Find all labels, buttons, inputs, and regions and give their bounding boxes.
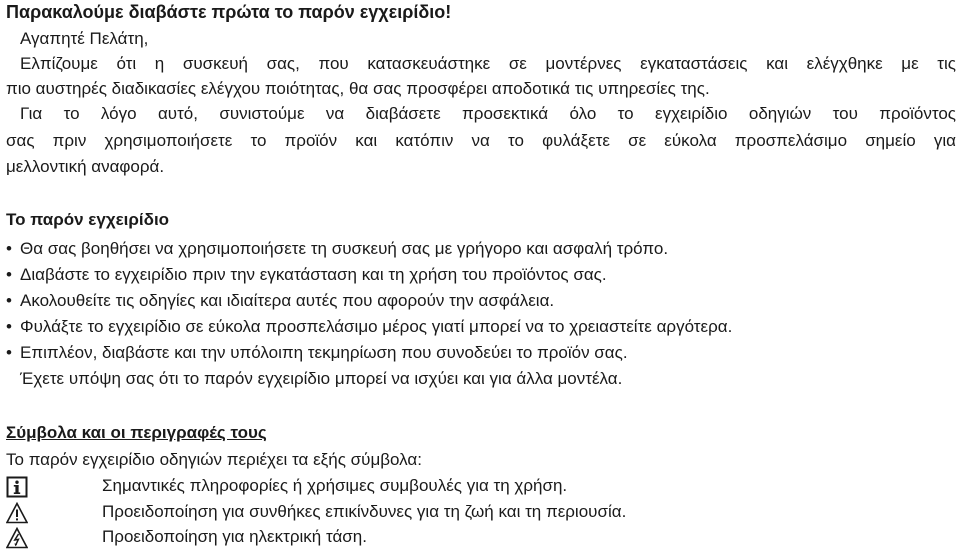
manual-note: Έχετε υπόψη σας ότι το παρόν εγχειρίδιο μπορεί να ισχύει και για άλλα μοντέλα. (20, 369, 623, 388)
warning-icon (6, 502, 28, 524)
intro-paragraph-2-line-1: Για το λόγο αυτό, συνιστούμε να διαβάσετε προσεκτικά όλο το εγχειρίδιο οδηγιών του προϊόντος (20, 104, 956, 123)
list-item (6, 341, 628, 365)
bullet-glyph: • (6, 265, 12, 284)
bullet-text: Φυλάξτε το εγχειρίδιο σε εύκολα προσπελάσιμο μέρος γιατί μπορεί να το χρειαστείτε αργότερα. (20, 317, 733, 336)
bullet-glyph: • (6, 317, 12, 336)
list-item (6, 315, 732, 339)
intro-paragraph-1-line-1: Ελπίζουμε ότι η συσκευή σας, που κατασκευάστηκε σε μοντέρνες εγκαταστάσεις και ελέγχθηκε με τις (20, 54, 956, 73)
symbol-description: Σημαντικές πληροφορίες ή χρήσιμες συμβουλές για τη χρήση. (102, 476, 568, 495)
bullet-text: Θα σας βοηθήσει να χρησιμοποιήσετε τη συσκευή σας με γρήγορο και ασφαλή τρόπο. (20, 239, 669, 258)
page-title: Παρακαλούμε διαβάστε πρώτα το παρόν εγχειρίδιο! (6, 2, 452, 22)
info-icon (6, 476, 28, 498)
greeting: Αγαπητέ Πελάτη, (20, 29, 149, 48)
bullet-glyph: • (6, 343, 12, 362)
list-item (6, 289, 554, 313)
list-item (6, 237, 668, 261)
electric-shock-icon (6, 527, 28, 549)
list-item (6, 263, 607, 287)
bullet-text: Επιπλέον, διαβάστε και την υπόλοιπη τεκμηρίωση που συνοδεύει το προϊόν σας. (20, 343, 628, 362)
intro-paragraph-1-line-2: πιο αυστηρές διαδικασίες ελέγχου ποιότητας, θα σας προσφέρει αποδοτικά τις υπηρεσίες της. (6, 79, 710, 98)
symbols-heading: Σύμβολα και οι περιγραφές τους (6, 423, 267, 442)
bullet-text: Ακολουθείτε τις οδηγίες και ιδιαίτερα αυτές που αφορούν την ασφάλεια. (20, 291, 555, 310)
manual-heading: Το παρόν εγχειρίδιο (6, 210, 170, 229)
bullet-text: Διαβάστε το εγχειρίδιο πριν την εγκατάσταση και τη χρήση του προϊόντος σας. (20, 265, 607, 284)
symbols-intro: Το παρόν εγχειρίδιο οδηγιών περιέχει τα εξής σύμβολα: (6, 450, 422, 469)
intro-paragraph-2-line-2: σας πριν χρησιμοποιήσετε το προϊόν και κατόπιν να το φυλάξετε σε εύκολα προσπελάσιμο σημείο για (6, 131, 956, 150)
bullet-glyph: • (6, 239, 12, 258)
intro-paragraph-2-line-3: μελλοντική αναφορά. (6, 157, 165, 176)
bullet-glyph: • (6, 291, 12, 310)
symbol-description: Προειδοποίηση για συνθήκες επικίνδυνες για τη ζωή και τη περιουσία. (102, 502, 627, 521)
symbol-description: Προειδοποίηση για ηλεκτρική τάση. (102, 527, 367, 546)
